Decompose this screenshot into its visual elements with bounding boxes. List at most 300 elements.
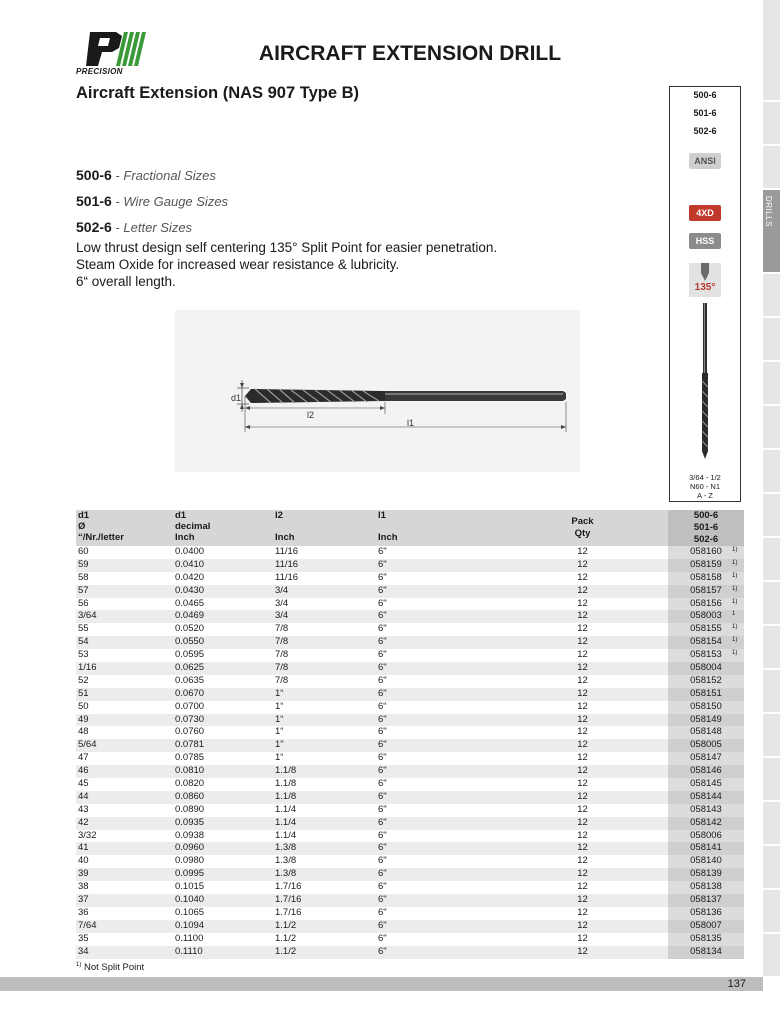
cell-order-code: 058005 xyxy=(668,739,744,752)
table-row xyxy=(76,649,744,662)
cell-l2: 7/8 xyxy=(275,623,289,635)
cell-diameter: 49 xyxy=(78,713,89,725)
cell-pack-qty: 12 xyxy=(577,932,588,944)
cell-decimal: 0.0810 xyxy=(175,765,205,777)
cell-pack-qty: 12 xyxy=(577,752,588,764)
cell-diameter: 42 xyxy=(78,816,89,828)
cell-l1: 6" xyxy=(378,932,387,944)
chapter-tab xyxy=(763,670,780,714)
cell-pack-qty: 12 xyxy=(577,571,588,583)
table-body xyxy=(76,546,744,959)
cell-decimal: 0.0400 xyxy=(175,546,205,557)
cell-l2: 7/8 xyxy=(275,636,289,648)
cell-order-code: 058136 xyxy=(668,907,744,920)
table-row xyxy=(76,855,744,868)
series-code: 500-6 xyxy=(76,167,112,183)
cell-order-code: 058139 xyxy=(668,868,744,881)
cell-order-code: 058145 xyxy=(668,778,744,791)
size-range: N60 - N1 xyxy=(689,482,720,491)
table-row xyxy=(76,623,744,636)
cell-order-code: 058153 xyxy=(668,649,744,662)
header-line: 502-6 xyxy=(693,534,719,545)
drill-drawing-icon xyxy=(175,310,580,472)
chapter-tab-label: DRILLS xyxy=(764,196,773,228)
cell-diameter: 41 xyxy=(78,842,89,854)
cell-pack-qty: 12 xyxy=(577,713,588,725)
dimension-label-l2: l2 xyxy=(307,410,315,420)
cell-order-code: 058142 xyxy=(668,817,744,830)
chapter-tab xyxy=(763,802,780,846)
product-info-panel xyxy=(669,86,741,502)
table-row xyxy=(76,598,744,611)
cell-l2: 11/16 xyxy=(275,571,299,583)
drill-bit-icon xyxy=(697,303,713,459)
drill-dimension-drawing xyxy=(175,310,580,472)
cell-pack-qty: 12 xyxy=(577,674,588,686)
cell-pack-qty: 12 xyxy=(577,584,588,596)
table-row xyxy=(76,739,744,752)
cell-l1: 6" xyxy=(378,790,387,802)
cell-pack-qty: 12 xyxy=(577,919,588,931)
cell-l2: 1.3/8 xyxy=(275,855,297,867)
table-row xyxy=(76,791,744,804)
table-row xyxy=(76,714,744,727)
cell-l1: 6" xyxy=(378,855,387,867)
cell-pack-qty: 12 xyxy=(577,829,588,841)
cell-footnote-mark: 1) xyxy=(732,650,738,657)
cell-l2: 1.1/8 xyxy=(275,778,297,790)
cell-pack-qty: 12 xyxy=(577,610,588,622)
table-row xyxy=(76,778,744,791)
footnote xyxy=(76,962,144,973)
header-line: decimal xyxy=(175,521,211,532)
table-row xyxy=(76,920,744,933)
cell-pack-qty: 12 xyxy=(577,855,588,867)
cell-l2: 1" xyxy=(275,739,284,751)
cell-l1: 6" xyxy=(378,687,387,699)
cell-l2: 3/4 xyxy=(275,584,289,596)
cell-decimal: 0.0430 xyxy=(175,584,205,596)
series-dash: - xyxy=(115,194,120,209)
cell-diameter: 56 xyxy=(78,597,89,609)
table-row xyxy=(76,662,744,675)
table-row xyxy=(76,675,744,688)
cell-order-code: 058155 xyxy=(668,623,744,636)
cell-order-code: 058143 xyxy=(668,804,744,817)
cell-l1: 6" xyxy=(378,649,387,661)
table-row xyxy=(76,894,744,907)
cell-pack-qty: 12 xyxy=(577,816,588,828)
cell-pack-qty: 12 xyxy=(577,906,588,918)
cell-pack-qty: 12 xyxy=(577,945,588,957)
cell-l2: 7/8 xyxy=(275,674,289,686)
chapter-tab xyxy=(763,758,780,802)
table-row xyxy=(76,559,744,572)
cell-diameter: 52 xyxy=(78,674,89,686)
cell-l1: 6" xyxy=(378,623,387,635)
column-header-d1 xyxy=(78,510,124,543)
cell-order-code: 058003 xyxy=(668,610,744,623)
cell-order-code: 058158 xyxy=(668,572,744,585)
cell-l1: 6" xyxy=(378,739,387,751)
cell-order-code: 058144 xyxy=(668,791,744,804)
cell-pack-qty: 12 xyxy=(577,649,588,661)
cell-decimal: 0.0781 xyxy=(175,739,205,751)
cell-pack-qty: 12 xyxy=(577,803,588,815)
cell-decimal: 0.0635 xyxy=(175,674,205,686)
cell-pack-qty: 12 xyxy=(577,881,588,893)
cell-order-code: 058146 xyxy=(668,765,744,778)
cell-decimal: 0.0860 xyxy=(175,790,205,802)
cell-l1: 6" xyxy=(378,906,387,918)
series-dash: - xyxy=(115,220,120,235)
cell-decimal: 0.0890 xyxy=(175,803,205,815)
chapter-tab xyxy=(763,318,780,362)
series-code: 501-6 xyxy=(76,193,112,209)
header-line xyxy=(275,521,295,532)
cell-l1: 6" xyxy=(378,894,387,906)
table-row xyxy=(76,546,744,559)
cell-pack-qty: 12 xyxy=(577,868,588,880)
cell-order-code: 058141 xyxy=(668,842,744,855)
cell-diameter: 59 xyxy=(78,558,89,570)
cell-l1: 6" xyxy=(378,881,387,893)
column-header-code xyxy=(668,510,744,546)
header-line: d1 xyxy=(175,510,187,521)
description-line: 6“ overall length. xyxy=(76,274,176,289)
header-line: Inch xyxy=(378,532,398,543)
cell-pack-qty: 12 xyxy=(577,765,588,777)
series-line xyxy=(76,219,192,235)
product-table xyxy=(76,510,744,959)
dimension-label-l1: l1 xyxy=(407,418,415,428)
cell-l2: 1.7/16 xyxy=(275,894,302,906)
cell-footnote-mark: 1) xyxy=(732,585,738,592)
cell-diameter: 50 xyxy=(78,700,89,712)
series-code: 502-6 xyxy=(76,219,112,235)
cell-l2: 7/8 xyxy=(275,649,289,661)
cell-l1: 6" xyxy=(378,558,387,570)
cell-diameter: 37 xyxy=(78,894,89,906)
cell-diameter: 34 xyxy=(78,945,89,957)
cell-pack-qty: 12 xyxy=(577,894,588,906)
chapter-tab-drills xyxy=(763,190,780,274)
footnote-text: Not Split Point xyxy=(83,962,145,974)
cell-diameter: 51 xyxy=(78,687,89,699)
cell-pack-qty: 12 xyxy=(577,739,588,751)
cell-order-code: 058140 xyxy=(668,855,744,868)
cell-l2: 1“ xyxy=(275,687,284,699)
cell-l2: 1“ xyxy=(275,752,284,764)
point-angle-label: 135° xyxy=(694,282,716,293)
cell-diameter: 57 xyxy=(78,584,89,596)
cell-l1: 6" xyxy=(378,842,387,854)
series-code: 500-6 xyxy=(693,90,717,100)
cell-pack-qty: 12 xyxy=(577,790,588,802)
cell-l2: 1.1/4 xyxy=(275,803,297,815)
cell-decimal: 0.1100 xyxy=(175,932,204,944)
cell-decimal: 0.0980 xyxy=(175,855,205,867)
table-row xyxy=(76,701,744,714)
cell-decimal: 0.0820 xyxy=(175,778,205,790)
ansi-badge-icon: ANSI xyxy=(689,153,721,169)
chapter-tab xyxy=(763,102,780,146)
cell-order-code: 058160 xyxy=(668,546,744,559)
chapter-tab xyxy=(763,406,780,450)
cell-order-code: 058152 xyxy=(668,675,744,688)
cell-pack-qty: 12 xyxy=(577,662,588,674)
cell-order-code: 058004 xyxy=(668,662,744,675)
table-row xyxy=(76,804,744,817)
cell-footnote-mark: 1) xyxy=(732,547,738,553)
header-line: Ø xyxy=(78,521,86,532)
cell-l1: 6" xyxy=(378,803,387,815)
header-line: l1 xyxy=(378,510,386,521)
column-header-l2 xyxy=(275,510,295,543)
cell-order-code: 058137 xyxy=(668,894,744,907)
cell-decimal: 0.0730 xyxy=(175,713,205,725)
cell-pack-qty: 12 xyxy=(577,778,588,790)
chapter-tab xyxy=(763,146,780,190)
4xd-badge-icon: 4XD xyxy=(689,205,721,221)
column-header-decimal xyxy=(175,510,210,543)
table-row xyxy=(76,585,744,598)
header-line: “/Nr./letter xyxy=(78,532,124,543)
series-code: 502-6 xyxy=(693,126,717,136)
cell-decimal: 0.1065 xyxy=(175,906,205,918)
table-row xyxy=(76,817,744,830)
cell-pack-qty: 12 xyxy=(577,597,588,609)
cell-pack-qty: 12 xyxy=(577,842,588,854)
series-description: Letter Sizes xyxy=(123,220,193,235)
cell-decimal: 0.0700 xyxy=(175,700,205,712)
chapter-tab xyxy=(763,582,780,626)
cell-l2: 1.7/16 xyxy=(275,881,302,893)
cell-order-code: 058147 xyxy=(668,752,744,765)
cell-l1: 6" xyxy=(378,713,387,725)
cell-l2: 1“ xyxy=(275,713,284,725)
chapter-tab xyxy=(763,450,780,494)
cell-l2: 1.1/8 xyxy=(275,765,297,777)
header-line: Inch xyxy=(175,532,195,543)
table-row xyxy=(76,907,744,920)
cell-l2: 1.1/2 xyxy=(275,945,297,957)
cell-l1: 6" xyxy=(378,546,387,557)
cell-order-code: 058151 xyxy=(668,688,744,701)
chapter-tab xyxy=(763,494,780,538)
drill-tip-icon xyxy=(689,263,721,283)
cell-pack-qty: 12 xyxy=(577,623,588,635)
table-row xyxy=(76,946,744,959)
hss-badge-icon: HSS xyxy=(689,233,721,249)
series-description: Fractional Sizes xyxy=(123,168,216,183)
cell-order-code: 058150 xyxy=(668,701,744,714)
cell-order-code: 058157 xyxy=(668,585,744,598)
logo-mark-icon xyxy=(76,30,152,68)
column-header-l1 xyxy=(378,510,398,543)
header-line: Pack xyxy=(571,516,594,527)
cell-decimal: 0.0465 xyxy=(175,597,205,609)
table-row xyxy=(76,842,744,855)
cell-l1: 6" xyxy=(378,778,387,790)
cell-diameter: 43 xyxy=(78,803,89,815)
header-line: Inch xyxy=(275,532,295,543)
cell-l1: 6" xyxy=(378,816,387,828)
cell-order-code: 058135 xyxy=(668,933,744,946)
table-row xyxy=(76,726,744,739)
cell-order-code: 058156 xyxy=(668,598,744,611)
cell-diameter: 3/64 xyxy=(78,610,97,622)
cell-order-code: 058007 xyxy=(668,920,744,933)
cell-l1: 6" xyxy=(378,945,387,957)
series-line xyxy=(76,193,228,209)
header-line: l2 xyxy=(275,510,283,521)
cell-decimal: 0.0550 xyxy=(175,636,205,648)
chapter-tab xyxy=(763,0,780,102)
chapter-tab xyxy=(763,538,780,582)
header-line: 501-6 xyxy=(693,522,719,533)
cell-l2: 1.7/16 xyxy=(275,906,302,918)
cell-pack-qty: 12 xyxy=(577,726,588,738)
cell-pack-qty: 12 xyxy=(577,558,588,570)
table-row xyxy=(76,636,744,649)
page-subtitle: Aircraft Extension (NAS 907 Type B) xyxy=(76,84,360,102)
cell-l1: 6" xyxy=(378,610,387,622)
cell-decimal: 0.0938 xyxy=(175,829,205,841)
cell-l2: 7/8 xyxy=(275,662,289,674)
series-code: 501-6 xyxy=(693,108,717,118)
table-row xyxy=(76,933,744,946)
cell-l2: 1.3/8 xyxy=(275,868,297,880)
description-line: Low thrust design self centering 135° Split Point for easier penetration. xyxy=(76,240,498,255)
cell-l2: 11/16 xyxy=(275,546,299,557)
cell-footnote-mark: 1) xyxy=(732,637,738,644)
cell-l2: 1.1/2 xyxy=(275,932,297,944)
cell-l1: 6" xyxy=(378,584,387,596)
cell-diameter: 58 xyxy=(78,571,89,583)
cell-diameter: 48 xyxy=(78,726,89,738)
cell-diameter: 45 xyxy=(78,778,89,790)
cell-l2: 3/4 xyxy=(275,610,289,622)
cell-decimal: 0.0960 xyxy=(175,842,205,854)
page-title: AIRCRAFT EXTENSION DRILL xyxy=(258,42,562,65)
chapter-tabs xyxy=(763,0,780,990)
header-line xyxy=(378,521,398,532)
cell-pack-qty: 12 xyxy=(577,546,588,557)
cell-l2: 1.3/8 xyxy=(275,842,297,854)
cell-order-code: 058148 xyxy=(668,726,744,739)
table-row xyxy=(76,765,744,778)
cell-diameter: 3/32 xyxy=(78,829,97,841)
dimension-label-d1: d1 xyxy=(231,393,242,403)
cell-decimal: 0.1015 xyxy=(175,881,205,893)
cell-footnote-mark: 1) xyxy=(732,598,738,605)
cell-l2: 1.1/4 xyxy=(275,816,297,828)
size-range: A - Z xyxy=(697,491,713,500)
cell-decimal: 0.0520 xyxy=(175,623,205,635)
cell-decimal: 0.0995 xyxy=(175,868,205,880)
table-header xyxy=(76,510,744,546)
cell-l2: 1.1/8 xyxy=(275,790,297,802)
cell-diameter: 35 xyxy=(78,932,89,944)
series-line xyxy=(76,167,216,183)
cell-l1: 6" xyxy=(378,726,387,738)
cell-diameter: 53 xyxy=(78,649,89,661)
cell-order-code: 058149 xyxy=(668,714,744,727)
table-row xyxy=(76,752,744,765)
cell-decimal: 0.0785 xyxy=(175,752,205,764)
cell-order-code: 058138 xyxy=(668,881,744,894)
header-line: d1 xyxy=(78,510,90,521)
cell-diameter: 40 xyxy=(78,855,89,867)
cell-decimal: 0.0410 xyxy=(175,558,205,570)
cell-footnote-mark: 1) xyxy=(732,572,738,579)
cell-order-code: 058154 xyxy=(668,636,744,649)
table-row xyxy=(76,868,744,881)
cell-diameter: 54 xyxy=(78,636,89,648)
cell-decimal: 0.0595 xyxy=(175,649,205,661)
page-number: 137 xyxy=(727,978,746,990)
cell-l1: 6" xyxy=(378,597,387,609)
cell-l2: 1.1/2 xyxy=(275,919,297,931)
cell-decimal: 0.0670 xyxy=(175,687,205,699)
logo-wordmark: PRECISION xyxy=(76,67,123,76)
cell-pack-qty: 12 xyxy=(577,700,588,712)
cell-l2: 1“ xyxy=(275,726,284,738)
series-dash: - xyxy=(115,168,120,183)
cell-decimal: 0.1040 xyxy=(175,894,205,906)
chapter-tab xyxy=(763,274,780,318)
cell-diameter: 38 xyxy=(78,881,89,893)
cell-diameter: 60 xyxy=(78,546,89,557)
header-line: 500-6 xyxy=(693,510,719,521)
cell-l1: 6" xyxy=(378,674,387,686)
cell-order-code: 058006 xyxy=(668,830,744,843)
cell-l1: 6" xyxy=(378,919,387,931)
chapter-tab xyxy=(763,714,780,758)
cell-diameter: 5/64 xyxy=(78,739,97,751)
cell-diameter: 1/16 xyxy=(78,662,97,674)
chapter-tab xyxy=(763,934,780,978)
cell-l1: 6“ xyxy=(378,700,387,712)
cell-decimal: 0.1110 xyxy=(175,945,203,957)
cell-pack-qty: 12 xyxy=(577,636,588,648)
cell-pack-qty: 12 xyxy=(577,687,588,699)
chapter-tab xyxy=(763,846,780,890)
chapter-tab xyxy=(763,362,780,406)
cell-l1: 6" xyxy=(378,868,387,880)
cell-decimal: 0.0469 xyxy=(175,610,205,622)
cell-l2: 11/16 xyxy=(275,558,299,570)
series-description: Wire Gauge Sizes xyxy=(123,194,229,209)
cell-diameter: 47 xyxy=(78,752,89,764)
table-row xyxy=(76,830,744,843)
cell-l2: 1.1/4 xyxy=(275,829,297,841)
cell-diameter: 55 xyxy=(78,623,89,635)
cell-l1: 6" xyxy=(378,752,387,764)
table-row xyxy=(76,881,744,894)
cell-l1: 6" xyxy=(378,571,387,583)
cell-footnote-mark: 1) xyxy=(732,559,738,566)
cell-order-code: 058134 xyxy=(668,946,744,959)
cell-diameter: 39 xyxy=(78,868,89,880)
header-line: Qty xyxy=(574,528,591,539)
split-point-135-icon xyxy=(689,263,721,297)
chapter-tab xyxy=(763,890,780,934)
cell-decimal: 0.0760 xyxy=(175,726,205,738)
cell-decimal: 0.0935 xyxy=(175,816,205,828)
cell-diameter: 46 xyxy=(78,765,89,777)
